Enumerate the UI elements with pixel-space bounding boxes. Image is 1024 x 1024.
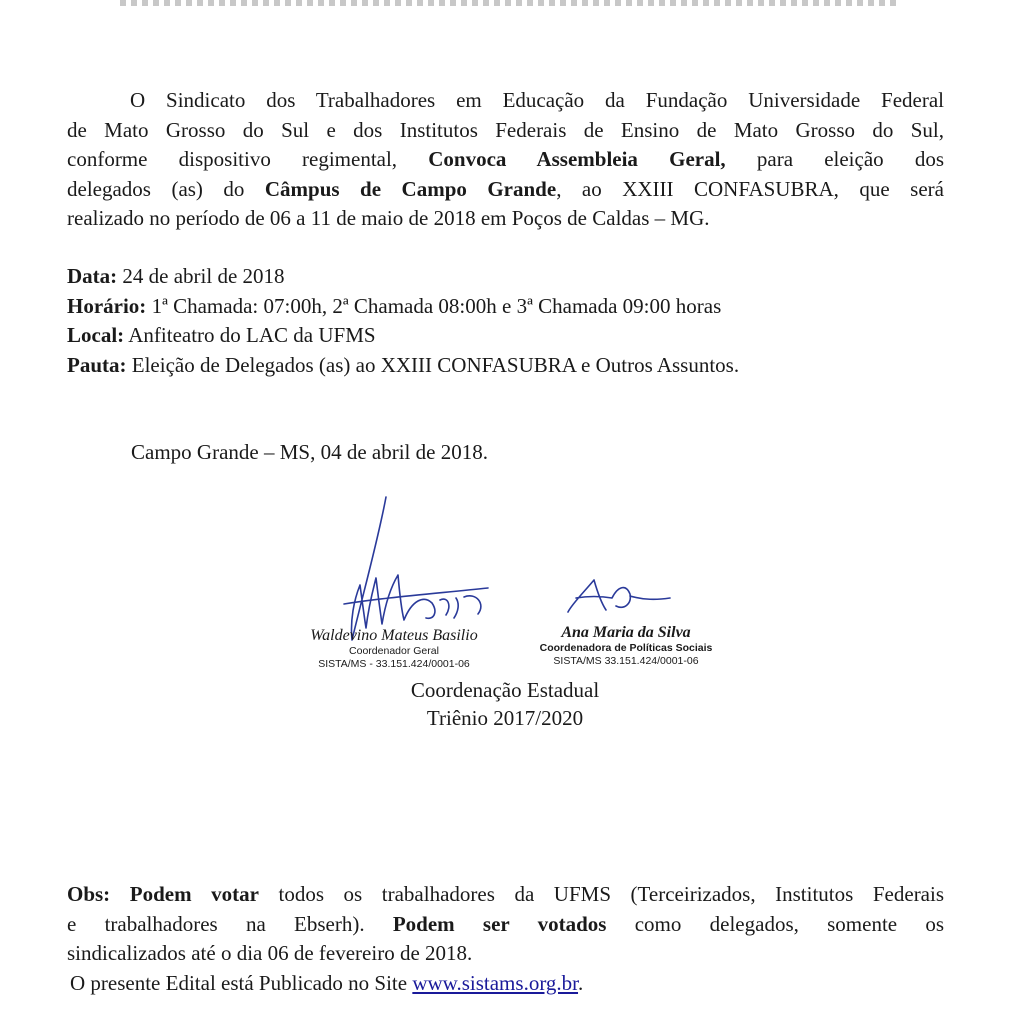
obs-can-be-voted: Podem ser votados [392,911,607,936]
coordination-term: Triênio 2017/2020 [426,706,584,730]
place-and-date: Campo Grande – MS, 04 de abril de 2018. [131,440,488,464]
intro-text-eleicao: para eleição dos [756,147,945,171]
meeting-agenda-label: Pauta: [67,352,127,377]
meeting-time-value: 1ª Chamada: 07:00h, 2ª Chamada 08:00h e 3ª Chamada 09:00 horas [151,293,722,318]
intro-line-2: de Mato Grosso do Sul e dos Institutos Federais de Ensino de Mato Grosso do Sul, [67,117,944,142]
intro-campus: Câmpus de Campo Grande [264,176,557,201]
obs-text-2: e trabalhadores na Ebserh). [67,911,365,936]
signature-name: Waldevino Mateus Basilio [310,627,478,644]
obs-line-1 [67,880,944,910]
intro-text-regimental: conforme dispositivo regimental, [67,147,398,171]
meeting-place-label: Local: [67,323,125,347]
intro-line-5: realizado no período de 06 a 11 de maio de 2018 em Poços de Caldas – MG. [67,206,710,230]
publication-text: O presente Edital está Publicado no Site [70,971,408,995]
intro-convoca: Convoca Assembleia Geral, [428,147,726,171]
website-link[interactable]: www.sistams.org.br [412,971,579,995]
obs-line-3: sindicalizados até o dia 06 de fevereiro de 2018. [67,941,473,965]
intro-line-1: O Sindicato dos Trabalhadores em Educação da Fundação Universidade Federal [130,88,944,112]
signature-block-coordinator [296,627,492,671]
signature-cnpj: SISTA/MS - 33.151.424/0001-06 [318,658,470,670]
signature-role: Coordenador Geral [349,645,439,657]
signature-cnpj: SISTA/MS 33.151.424/0001-06 [553,655,699,667]
obs-text-3: como delegados, somente os [634,911,945,936]
intro-text-confasubra: , ao XXIII CONFASUBRA, que será [556,176,944,201]
signature-block-social-policies [528,624,724,668]
publication-end: . [578,971,584,995]
meeting-agenda-value: Eleição de Delegados (as) ao XXIII CONFASUBRA e Outros Assuntos. [131,352,740,377]
signature-2-stroke [568,580,670,612]
obs-can-vote: Podem votar [129,882,259,906]
meeting-place-value: Anfiteatro do LAC da UFMS [128,323,376,347]
meeting-date-value: 24 de abril de 2018 [122,264,285,288]
intro-text-delegados: delegados (as) do [67,176,245,201]
coordination-title: Coordenação Estadual [410,678,600,702]
state-coordination [330,676,680,732]
observation-paragraph [67,880,944,969]
meeting-time-label: Horário: [67,293,147,318]
signature-name: Ana Maria da Silva [561,624,691,641]
obs-text-1: todos os trabalhadores da UFMS (Terceirizados, Institutos Federais [278,882,945,906]
signature-1-stroke [351,497,480,640]
obs-line-2 [67,910,944,940]
publication-note [70,969,583,998]
meeting-date-label: Data: [67,264,118,288]
signature-role: Coordenadora de Políticas Sociais [539,642,713,654]
obs-label: Obs: [67,882,111,906]
